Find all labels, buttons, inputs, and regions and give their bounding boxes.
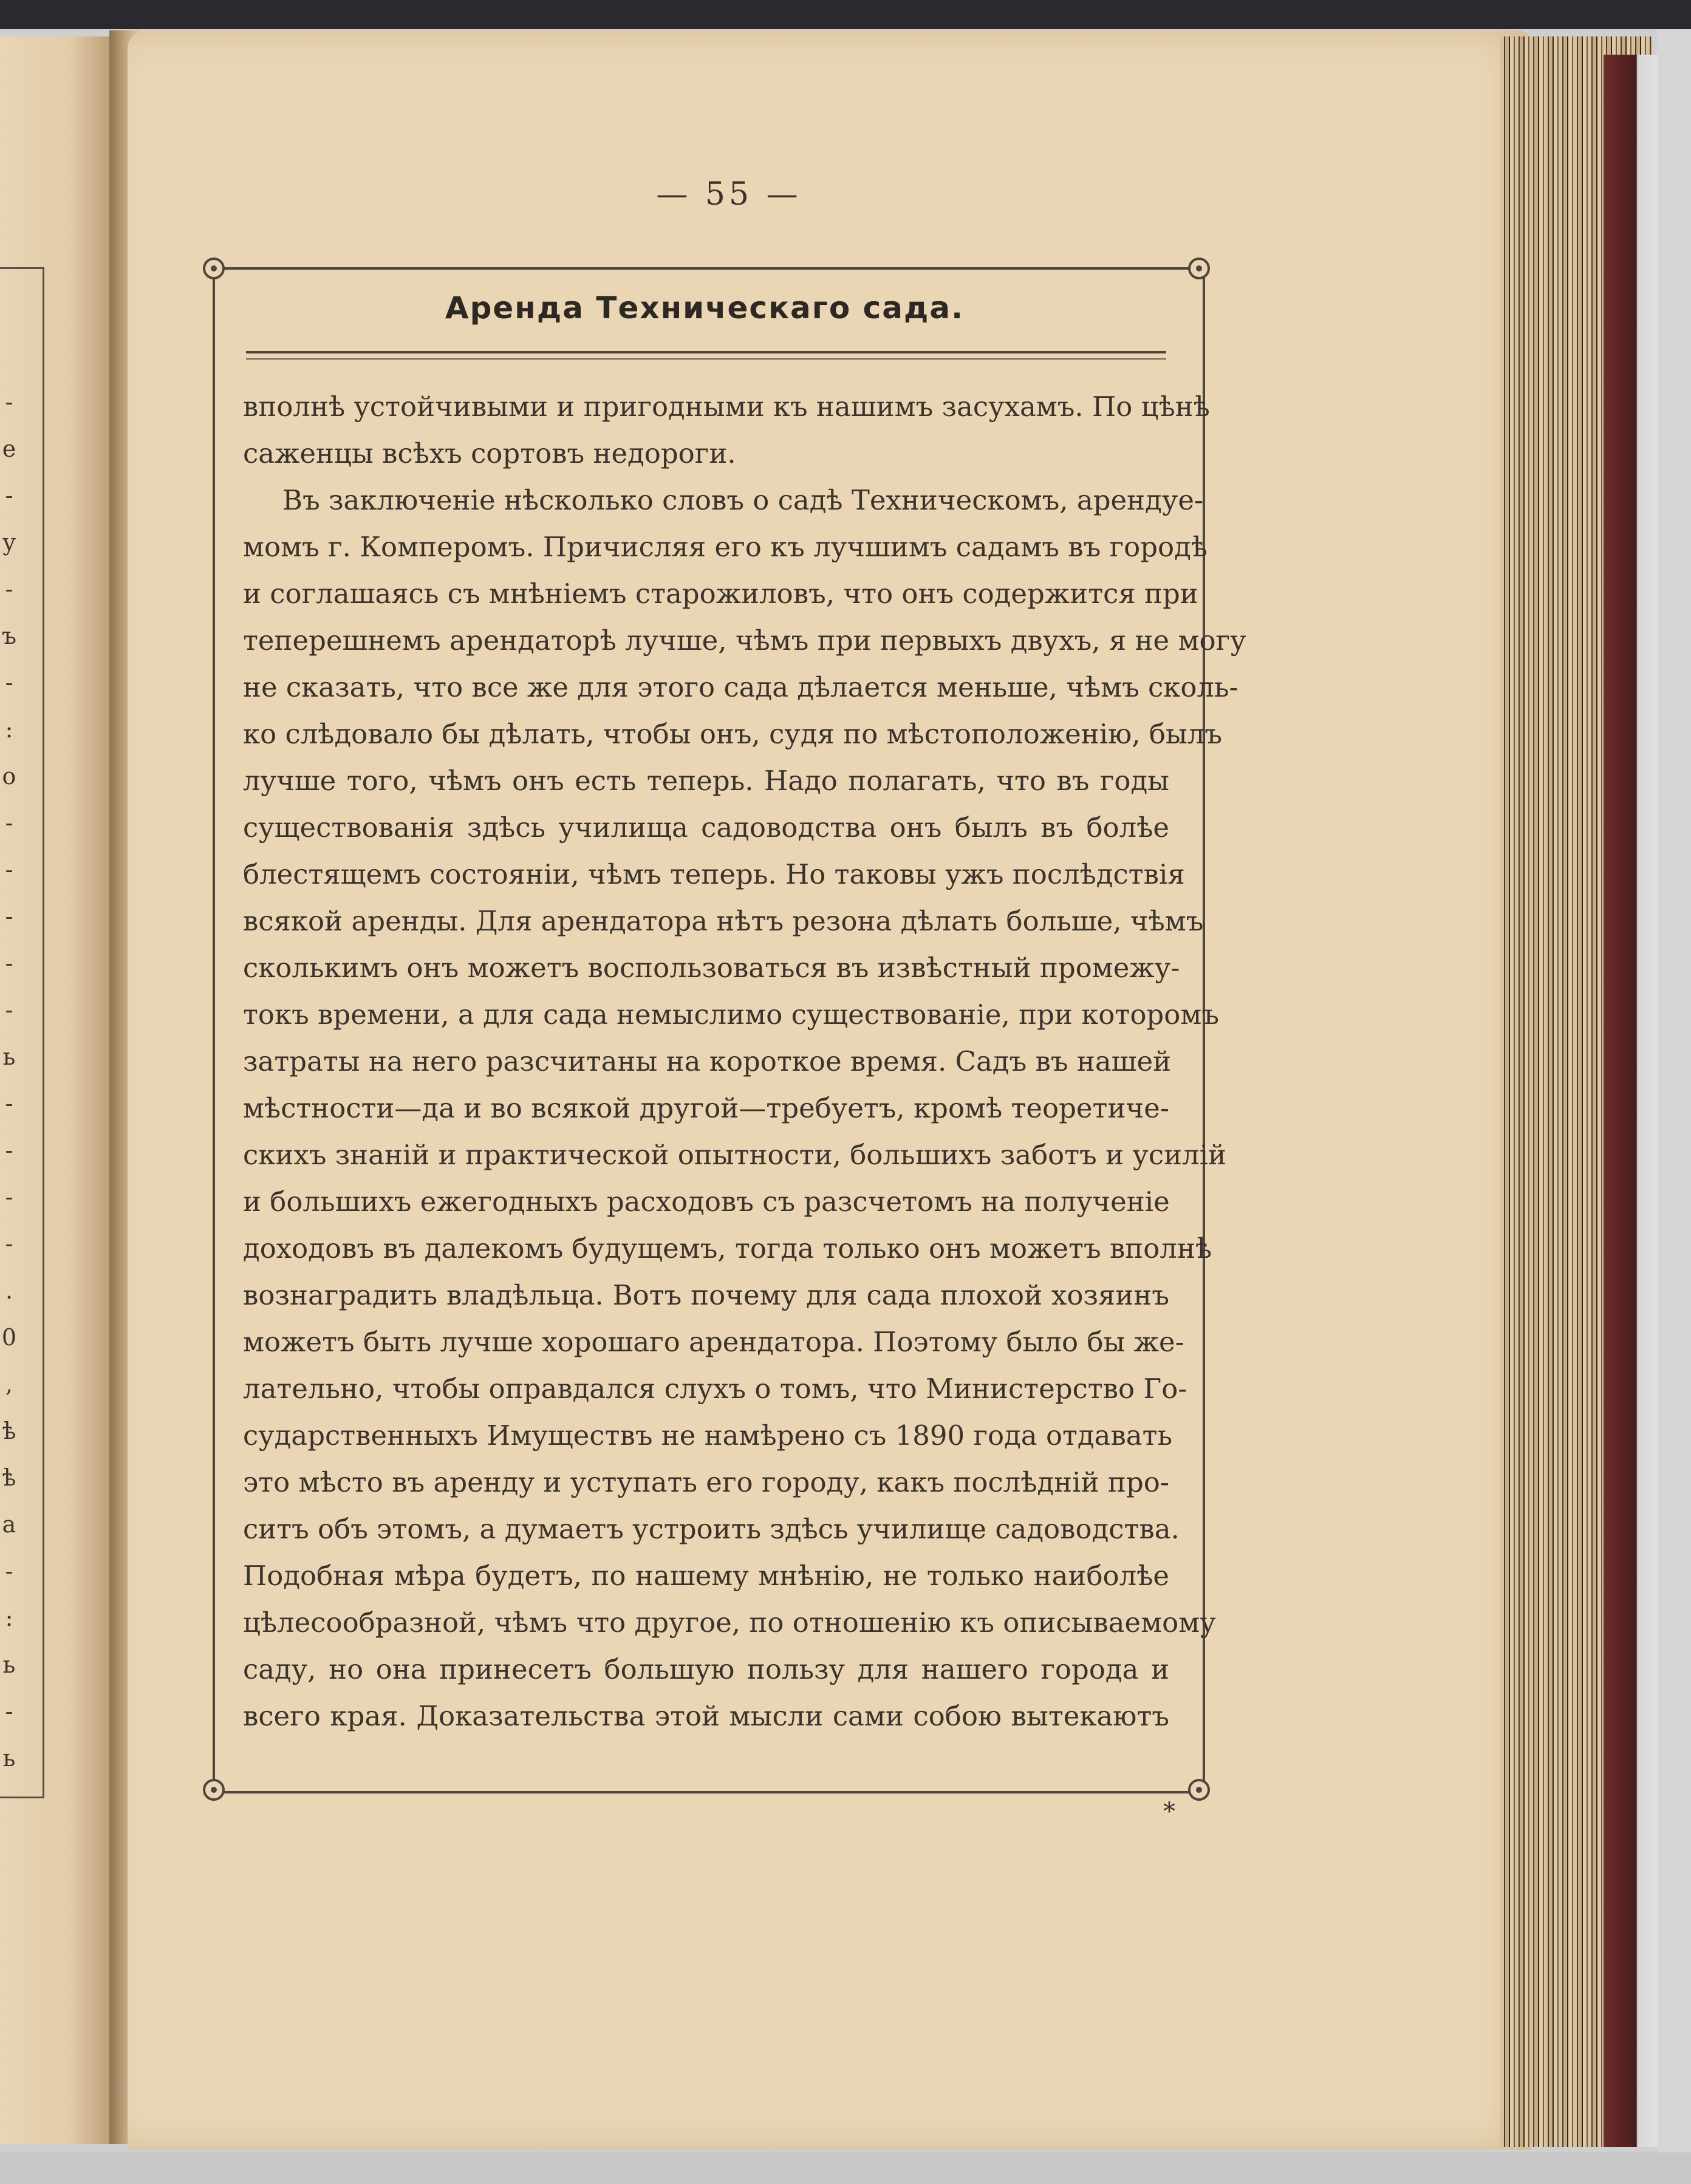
previous-page-letter: -	[5, 1137, 13, 1164]
scan-background-right	[1657, 29, 1691, 2152]
text-line: ситъ объ этомъ, а думаетъ устроить здѣсь училище садоводства.	[243, 1513, 1180, 1545]
previous-page-letter: -	[5, 1184, 13, 1210]
previous-page-letter: ѣ	[2, 1418, 16, 1444]
previous-page-letter: ь	[2, 1043, 16, 1070]
text-line: вполнѣ устойчивыми и пригодными къ нашимъ засухамъ. По цѣнѣ	[243, 391, 1210, 423]
text-line: Въ заключеніе нѣсколько словъ о садѣ Техническомъ, арендуе-	[282, 484, 1204, 516]
previous-page-letter: -	[5, 576, 13, 602]
frame-corner-ornament	[203, 1779, 225, 1801]
text-line: существованія здѣсь училища садоводства онъ былъ въ болѣе	[243, 811, 1169, 844]
text-line: саду, но она принесетъ большую пользу для нашего города и	[243, 1653, 1169, 1685]
text-line: токъ времени, а для сада немыслимо существованіе, при которомъ	[243, 998, 1219, 1031]
text-line: не сказать, что все же для этого сада дѣлается меньше, чѣмъ сколь-	[243, 671, 1238, 703]
previous-page-letter: -	[5, 1558, 13, 1585]
previous-page-letter: ь	[2, 1651, 16, 1678]
text-line: скихъ знаній и практической опытности, большихъ заботъ и усилій	[243, 1139, 1227, 1171]
previous-page-letter: -	[5, 1090, 13, 1117]
previous-page-letter: -	[5, 482, 13, 509]
previous-page-letter: :	[5, 1605, 13, 1631]
previous-page-letter: е	[2, 435, 16, 462]
previous-page-letter: у	[2, 529, 16, 556]
text-line: затраты на него разсчитаны на короткое время. Садъ въ нашей	[243, 1045, 1172, 1077]
frame-corner-ornament	[1188, 1779, 1210, 1801]
previous-page-letter: -	[5, 389, 13, 415]
text-line: момъ г. Комперомъ. Причисляя его къ лучшимъ садамъ въ городѣ	[243, 531, 1208, 563]
bottom-scan-border	[0, 2152, 1691, 2184]
heading-rule-thin	[246, 358, 1166, 360]
previous-page-letter: ѣ	[2, 1464, 16, 1491]
text-line: Подобная мѣра будетъ, по нашему мнѣнію, не только наиболѣе	[243, 1560, 1169, 1592]
previous-page-letter: ,	[5, 1371, 13, 1397]
previous-page-letter: -	[5, 810, 13, 836]
text-line: лательно, чтобы оправдался слухъ о томъ, что Министерство Го-	[243, 1373, 1187, 1405]
book-cover-edge	[1604, 55, 1658, 2147]
section-heading: Аренда Техническаго сада.	[445, 290, 965, 326]
text-line: вознаградить владѣльца. Вотъ почему для сада плохой хозяинъ	[243, 1279, 1169, 1311]
previous-page-letter: .	[5, 1277, 13, 1304]
previous-page-letter: о	[2, 763, 16, 790]
previous-page-letter: :	[5, 716, 13, 743]
text-line: всего края. Доказательства этой мысли сами собою вытекаютъ	[243, 1700, 1169, 1732]
page-number: — 55 —	[656, 176, 802, 213]
text-line: доходовъ въ далекомъ будущемъ, тогда только онъ можетъ вполнѣ	[243, 1232, 1212, 1264]
top-scan-border	[0, 0, 1691, 29]
previous-page-letter: -	[5, 669, 13, 696]
text-line: блестящемъ состояніи, чѣмъ теперь. Но таковы ужъ послѣдствія	[243, 858, 1185, 890]
text-line: и соглашаясь съ мнѣніемъ старожиловъ, что онъ содержится при	[243, 578, 1198, 610]
text-line: лучше того, чѣмъ онъ есть теперь. Надо полагать, что въ годы	[243, 765, 1169, 797]
previous-page-letter: ь	[2, 1745, 16, 1772]
previous-page-letter: -	[5, 903, 13, 930]
text-line: мѣстности—да и во всякой другой—требуетъ, кромѣ теоретиче-	[243, 1092, 1170, 1124]
text-line: и большихъ ежегодныхъ расходовъ съ разсчетомъ на полученіе	[243, 1186, 1170, 1218]
text-line: можетъ быть лучше хорошаго арендатора. Поэтому было бы же-	[243, 1326, 1184, 1358]
frame-corner-ornament	[203, 258, 225, 279]
previous-page-letter: ъ	[1, 623, 17, 649]
previous-page-letter: а	[2, 1511, 16, 1538]
footer-mark: *	[1163, 1798, 1175, 1826]
text-line: саженцы всѣхъ сортовъ недороги.	[243, 437, 736, 469]
previous-page-letter: -	[5, 997, 13, 1023]
previous-page-letter: -	[5, 1698, 13, 1725]
previous-page-letter: 0	[1, 1324, 17, 1351]
text-line: всякой аренды. Для арендатора нѣтъ резона дѣлать больше, чѣмъ	[243, 905, 1204, 937]
text-line: сударственныхъ Имуществъ не намѣрено съ 1890 года отдавать	[243, 1419, 1173, 1452]
frame-corner-ornament	[1188, 258, 1210, 279]
previous-page-letter: -	[5, 856, 13, 883]
previous-page-letter: -	[5, 1230, 13, 1257]
text-line: сколькимъ онъ можетъ воспользоваться въ извѣстный промежу-	[243, 952, 1180, 984]
text-line: ко слѣдовало бы дѣлать, чтобы онъ, судя по мѣстоположенію, былъ	[243, 718, 1223, 750]
heading-rule	[246, 351, 1166, 353]
text-line: теперешнемъ арендаторѣ лучше, чѣмъ при первыхъ двухъ, я не могу	[243, 624, 1246, 657]
previous-page-letter: -	[5, 950, 13, 977]
text-line: цѣлесообразной, чѣмъ что другое, по отношенію къ описываемому	[243, 1606, 1216, 1639]
text-line: это мѣсто въ аренду и уступать его городу, какъ послѣдній про-	[243, 1466, 1169, 1498]
